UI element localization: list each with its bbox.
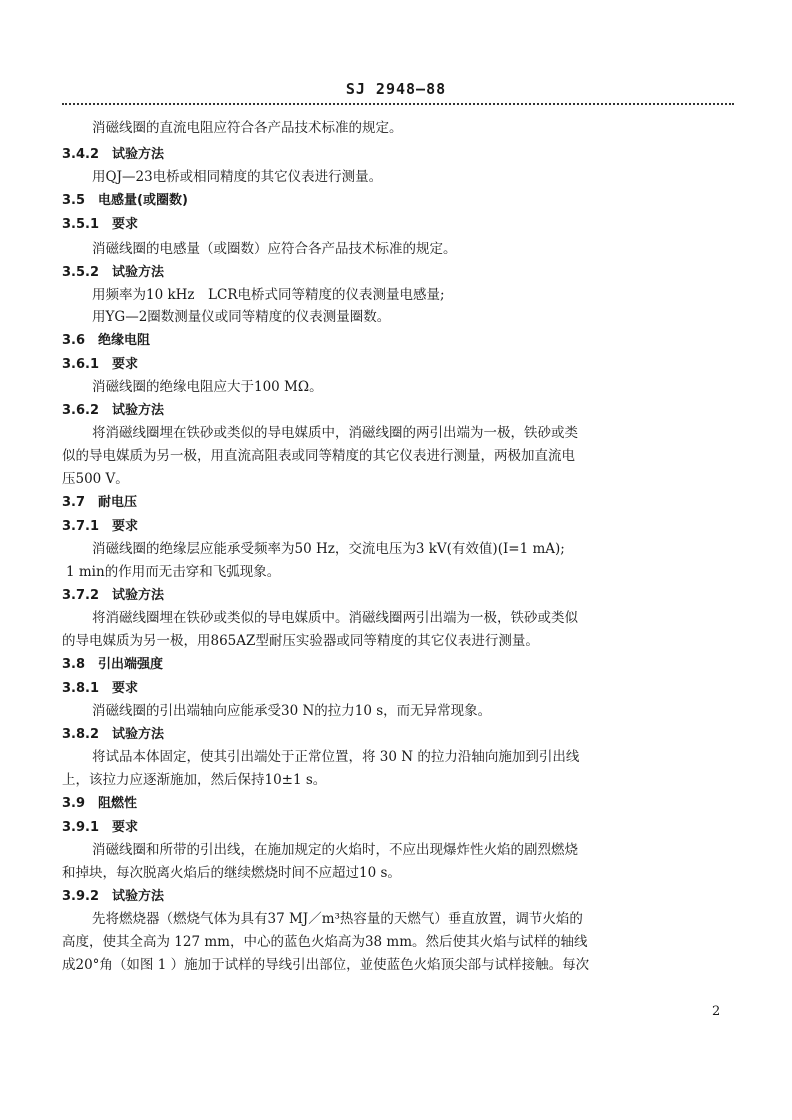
section-heading: 3.8 引出端强度: [62, 657, 164, 672]
body-text: 用QJ—23电桥或相同精度的其它仪表进行测量。: [92, 169, 383, 185]
section-heading: 3.8.2 试验方法: [62, 727, 165, 742]
body-text: 的导电媒质为另一极，用865AZ型耐压实验器或同等精度的其它仪表进行测量。: [62, 633, 539, 649]
body-text: 消磁线圈的绝缘层应能承受频率为50 Hz，交流电压为3 kV(有效值)(I=1 mA);: [92, 541, 565, 557]
section-heading: 3.5.1 要求: [62, 217, 139, 232]
body-text: 上，该拉力应逐渐施加，然后保持10±1 s。: [62, 772, 327, 788]
section-heading: 3.6.1 要求: [62, 357, 139, 372]
section-heading: 3.9.2 试验方法: [62, 889, 165, 904]
section-heading: 3.7.1 要求: [62, 519, 139, 534]
section-heading: 3.5.2 试验方法: [62, 265, 165, 280]
body-text: 将消磁线圈埋在铁砂或类似的导电媒质中。消磁线圈两引出端为一极，铁砂或类似: [92, 610, 578, 626]
body-text: 消磁线圈的引出端轴向应能承受30 N的拉力10 s，而无异常现象。: [92, 703, 492, 719]
page-number: 2: [712, 1004, 721, 1019]
body-text: 用频率为10 kHz LCR电桥式同等精度的仪表测量电感量;: [92, 287, 445, 303]
body-text: 1 min的作用而无击穿和飞弧现象。: [66, 564, 281, 580]
section-heading: 3.5 电感量(或圈数): [62, 193, 188, 208]
body-text: 高度，使其全高为 127 mm，中心的蓝色火焰高为38 mm。然后使其火焰与试样的轴线: [62, 934, 588, 950]
body-text: 成20°角（如图 1 ）施加于试样的导线引出部位，並使蓝色火焰顶尖部与试样接触。每次: [62, 957, 590, 973]
section-heading: 3.9 阻燃性: [62, 796, 138, 811]
section-heading: 3.7.2 试验方法: [62, 588, 165, 603]
body-text: 消磁线圈的直流电阻应符合各产品技术标准的规定。: [92, 120, 403, 136]
body-text: 将消磁线圈埋在铁砂或类似的导电媒质中，消磁线圈的两引出端为一极，铁砂或类: [92, 425, 578, 441]
section-heading: 3.9.1 要求: [62, 820, 139, 835]
body-text: 和掉块，每次脱离火焰后的继续燃烧时间不应超过10 s。: [62, 865, 401, 881]
body-text: 消磁线圈的电感量（或圈数）应符合各产品技术标准的规定。: [92, 241, 457, 257]
body-text: 将试品本体固定，使其引出端处于正常位置，将 30 N 的拉力沿轴向施加到引出线: [92, 749, 580, 765]
body-text: 消磁线圈和所带的引出线，在施加规定的火焰时，不应出现爆炸性火焰的剧烈燃烧: [92, 842, 578, 858]
section-heading: 3.6 绝缘电阻: [62, 333, 151, 348]
body-text: 用YG—2圈数测量仪或同等精度的仪表测量圈数。: [92, 309, 391, 325]
body-text: 消磁线圈的绝缘电阻应大于100 MΩ。: [92, 379, 323, 395]
section-heading: 3.7 耐电压: [62, 495, 138, 510]
body-text: 先将燃烧器（燃烧气体为具有37 MJ／m³热容量的天燃气）垂直放置，调节火焰的: [92, 911, 583, 927]
body-text: 似的导电媒质为另一极，用直流高阻表或同等精度的其它仪表进行测量，两极加直流电: [62, 448, 575, 464]
section-heading: 3.8.1 要求: [62, 681, 139, 696]
section-heading: 3.4.2 试验方法: [62, 147, 165, 162]
section-heading: 3.6.2 试验方法: [62, 403, 165, 418]
body-text: 压500 V。: [62, 471, 129, 487]
document-code: SJ 2948—88: [345, 80, 447, 98]
